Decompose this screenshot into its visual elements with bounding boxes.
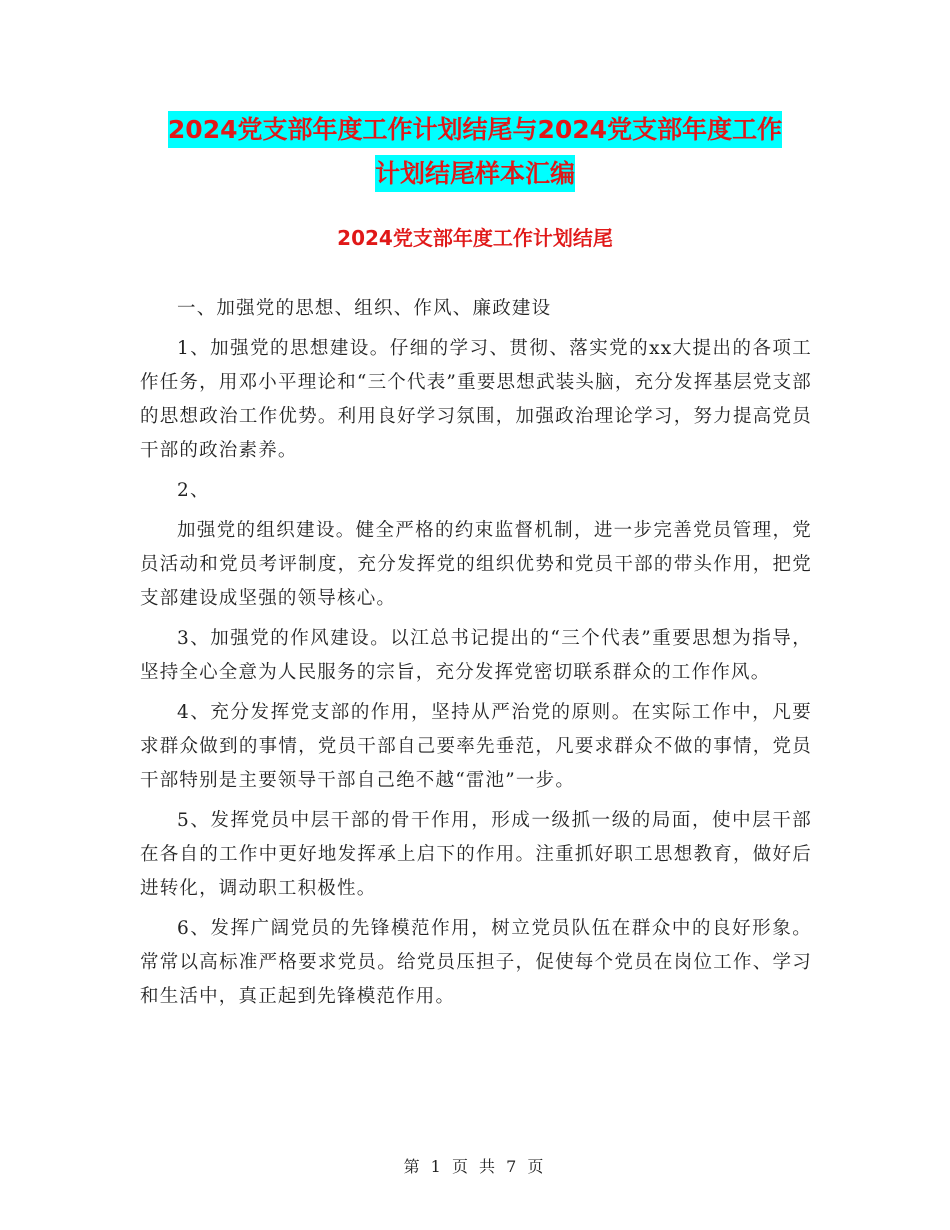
- paragraph: 5、发挥党员中层干部的骨干作用，形成一级抓一级的局面，使中层干部在各自的工作中更好地发挥承上启下的作用。注重抓好职工思想教育，做好后进转化，调动职工积极性。: [140, 810, 812, 899]
- paragraph: 3、加强党的作风建设。以江总书记提出的“三个代表”重要思想为指导，坚持全心全意为人民服务的宗旨，充分发挥党密切联系群众的工作作风。: [140, 628, 812, 683]
- paragraph: 2、: [177, 480, 210, 501]
- title-line-1: 2024党支部年度工作计划结尾与2024党支部年度工作: [168, 111, 782, 148]
- title-line-2: 计划结尾样本汇编: [375, 155, 575, 192]
- document-title: [140, 108, 810, 196]
- paragraph: 6、发挥广阔党员的先锋模范作用，树立党员队伍在群众中的良好形象。常常以高标准严格要求党员。给党员压担子，促使每个党员在岗位工作、学习和生活中，真正起到先锋模范作用。: [140, 918, 812, 1007]
- paragraph: 加强党的组织建设。健全严格的约束监督机制，进一步完善党员管理，党员活动和党员考评制度，充分发挥党的组织优势和党员干部的带头作用，把党支部建设成坚强的领导核心。: [140, 520, 812, 609]
- document-body: [140, 292, 812, 1020]
- section-title: 2024党支部年度工作计划结尾: [337, 226, 613, 250]
- paragraph: 4、充分发挥党支部的作用，坚持从严治党的原则。在实际工作中，凡要求群众做到的事情，党员干部自己要率先垂范，凡要求群众不做的事情，党员干部特别是主要领导干部自己绝不越“雷池”一步。: [140, 702, 812, 791]
- paragraph: 一、加强党的思想、组织、作风、廉政建设: [177, 298, 552, 319]
- page-footer: 第 1 页 共 7 页: [403, 1157, 547, 1176]
- paragraph: 1、加强党的思想建设。仔细的学习、贯彻、落实党的xx大提出的各项工作任务，用邓小平理论和“三个代表”重要思想武装头脑，充分发挥基层党支部的思想政治工作优势。利用良好学习氛围，加强政治理论学习，努力提高党员干部的政治素养。: [140, 338, 812, 461]
